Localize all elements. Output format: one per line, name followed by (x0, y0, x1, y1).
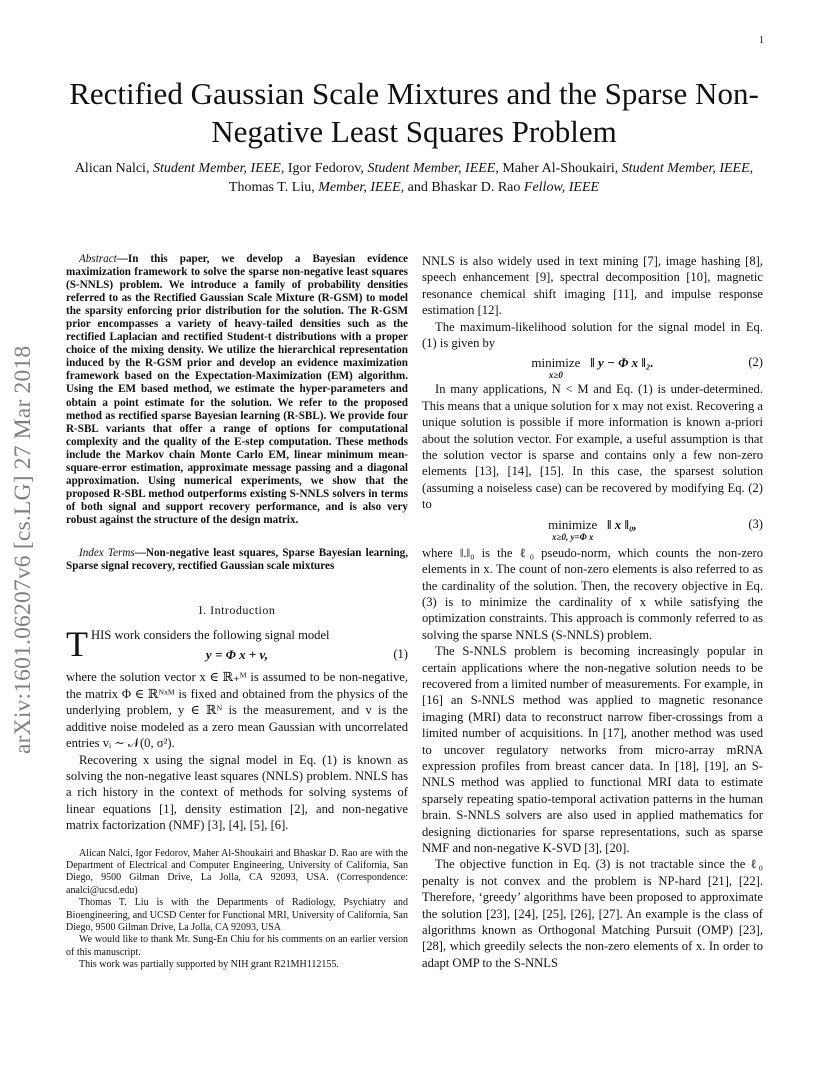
paragraph: The maximum-likelihood solution for the signal model in Eq. (1) is given by (422, 319, 763, 351)
footnote: Thomas T. Liu is with the Departments of Radiology, Psychiatry and Bioengineering, and UCSD Center for Functional MRI, University of California, San Diego, 9500 Gilman Drive, La Jolla, CA 92093, USA (66, 897, 408, 933)
minimize-operator (548, 517, 597, 542)
footnote: This work was partially supported by NIH grant R21MH112155. (79, 959, 339, 971)
operator-text: minimize (548, 516, 598, 532)
equation-1 (66, 643, 408, 669)
drop-cap: T (66, 624, 88, 665)
equation-body (422, 355, 763, 380)
abstract-label: Abstract (79, 253, 117, 265)
index-terms (66, 547, 408, 573)
operator-constraint: x≥0 (548, 370, 563, 381)
operator-constraint: x≥0, y=Φ x (552, 531, 594, 542)
index-terms-text: —Non-negative least squares, Sparse Bayesian learning, Sparse signal recovery, rectified Gaussian scale mixtures (66, 546, 409, 573)
intro-text: HIS work considers the following signal model (91, 628, 330, 643)
paragraph: In many applications, N < M and Eq. (1) is under-determined. This means that a unique solution for x may not exist. Recovering a unique solution is possible if more information is known a-priori about the solution vector. For example, a useful assumption is that the solution vector is sparse and contains only a few non-zero elements [13], [14], [15]. In this case, the sparsest solution (assuming a noiseless case) can be recovered by modifying Eq. (2) to (422, 382, 764, 512)
abstract (66, 253, 408, 527)
author-role: Student Member, IEEE, (621, 161, 754, 176)
left-column (66, 253, 408, 972)
equation-number: (1) (393, 647, 408, 662)
right-column (422, 253, 763, 971)
abstract-text: —In this paper, we develop a Bayesian evidence maximization framework to solve the sparse non-negative least squares (S-NNLS) problem. We introduce a family of probability densities referred to as the Rectified Gaussian Scale Mixture (R-GSM) to model the sparsity enforcing prior distribution for the solution. The R-GSM prior encompasses a variety of heavy-tailed densities such as the rectified Laplacian and rectified Student-t distributions with a proper choice of the mixing density. We utilize the hierarchical representation induced by the R-GSM prior and develop an evidence maximization framework based on the Expectation-Maximization (EM) algorithm. Using the EM based method, we estimate the hyper-parameters and obtain a point estimate for the solution. We refer to the proposed method as rectified sparse Bayesian learning (R-SBL). We provide four R-SBL variants that offer a range of options for computational complexity and the quality of the E-step computation. These methods include the Markov chain Monte Carlo EM, linear minimum mean-square-error estimation, approximate message passing and a diagonal approximation. Using numerical experiments, we show that the proposed R-SBL method outperforms existing S-NNLS solvers in terms of both signal and support recovery performance, and is also very robust against the structure of the design matrix. (66, 253, 408, 526)
page-number: 1 (759, 35, 764, 46)
equation-3 (422, 513, 763, 545)
author-role: Student Member, IEEE, (367, 161, 499, 176)
paragraph: Recovering x using the signal model in Eq. (1) is known as solving the non-negative least squares (NNLS) problem. NNLS has a rich history in the context of methods for solving systems of linear equations [1], density estimation [2], and non-negative matrix factorization (NMF) [3], [4], [5], [6]. (66, 752, 408, 833)
arxiv-identifier (10, 284, 50, 754)
objective: ‖ y − Φ x ‖₂. (590, 355, 654, 371)
equation-2 (422, 351, 763, 381)
author-list (70, 159, 758, 197)
author-name: Igor Fedorov, (287, 161, 364, 176)
paragraph: The objective function in Eq. (3) is not tractable since the ℓ₀ penalty is not convex and the problem is NP-hard [21], [22]. Therefore, ‘greedy’ algorithms have been proposed to approximate the solution [23], [24], [25], [26], [27]. An example is the class of algorithms known as Orthogonal Matching Pursuit (OMP) [23], [28], which greedily selects the non-zero elements of x. In order to adapt OMP to the S-NNLS (422, 857, 763, 970)
paragraph: where the solution vector x ∈ ℝ₊ᴹ is assumed to be non-negative, the matrix Φ ∈ ℝᴺˣᴹ is fixed and obtained from the physics of the underlying problem, y ∈ ℝᴺ is the measurement, and v is the additive noise modeled as a zero mean Gaussian with uncorrelated entries vᵢ ∼ 𝒩(0, σ²). (66, 670, 408, 751)
objective: ‖ x ‖₀, (607, 516, 637, 532)
footnote: Alican Nalci, Igor Fedorov, Maher Al-Shoukairi and Bhaskar D. Rao are with the Department of Electrical and Computer Engineering, University of California, San Diego, 9500 Gilman Drive, La Jolla, CA 92093, USA. (Correspondence: analci@ucsd.edu) (66, 847, 408, 896)
author-name: Maher Al-Shoukairi, (502, 161, 619, 176)
index-terms-label: Index Terms (79, 546, 135, 559)
equation-body: y = Φ x + v, (205, 647, 269, 663)
paper-title: Rectified Gaussian Scale Mixtures and the Sparse Non-Negative Least Squares Problem (69, 76, 759, 149)
author-role: Student Member, IEEE, (152, 161, 285, 176)
author-role: Fellow, IEEE (523, 180, 600, 195)
minimize-operator (531, 355, 580, 380)
paragraph: The S-NNLS problem is becoming increasingly popular in certain applications where the non-negative solution needs to be recovered from a limited number of measurements. For example, in [16] an S-NNLS method was applied to magnetic resonance imaging (MRI) data to reconstruct narrow fiber-crossings from a limited number of acquisitions. In [17], another method was used to uncover regulatory networks from micro-array mRNA expression profiles from breast cancer data. In [18], [19], an S-NNLS method was applied to functional MRI data to estimate sparsely repeating spatio-temporal activation patterns in the human brain. S-NNLS solvers are also used in applied mathematics for designing dictionaries for sparse representations, such as sparse NMF and non-negative K-SVD [3], [20]. (422, 644, 763, 855)
author-name: and Bhaskar D. Rao (407, 180, 521, 195)
arxiv-stamp: arXiv:1601.06207v6 [cs.LG] 27 Mar 2018 (10, 345, 36, 754)
author-role: Member, IEEE, (318, 180, 405, 195)
operator-text: minimize (531, 355, 581, 371)
author-name: Thomas T. Liu, (228, 180, 315, 195)
paragraph: where ‖.‖₀ is the ℓ₀ pseudo-norm, which counts the non-zero elements in x. The count of non-zero elements is also referred to as the cardinality of the solution. Then, the recovery objective in Eq. (3) is to minimize the cardinality of x while satisfying the optimization constraints. This approach is commonly referred to as solving the sparse NNLS (S-NNLS) problem. (422, 545, 763, 642)
equation-body (422, 517, 763, 542)
author-name: Alican Nalci, (74, 161, 150, 176)
paragraph: NNLS is also widely used in text mining [7], image hashing [8], speech enhancement [9], spectral decomposition [10], magnetic resonance chemical shift imaging [11], and impulse response estimation [12]. (422, 254, 763, 318)
equation-number: (2) (748, 355, 763, 370)
footnote: We would like to thank Mr. Sung-En Chiu for his comments on an earlier version of this manuscript. (66, 934, 408, 958)
section-heading: I. Introduction (198, 603, 276, 618)
footnotes (66, 848, 408, 972)
equation-number: (3) (748, 516, 763, 531)
